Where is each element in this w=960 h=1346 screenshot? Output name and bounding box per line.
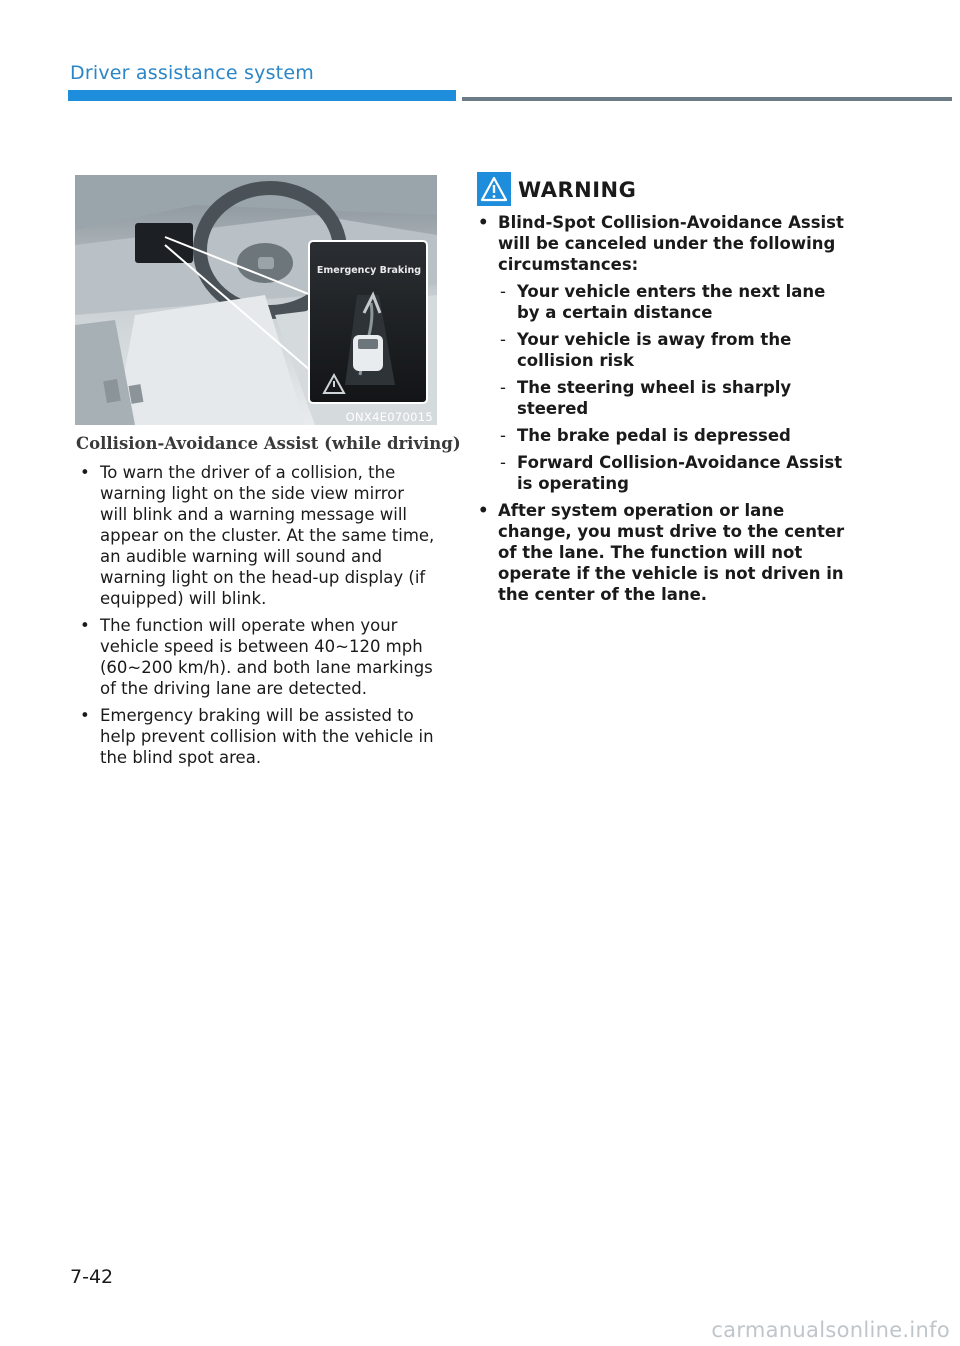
list-item: - The brake pedal is depressed bbox=[498, 425, 848, 446]
figure-code: ONX4E070015 bbox=[345, 410, 433, 424]
header-bar-accent bbox=[68, 90, 456, 101]
cluster-message: Emergency Braking bbox=[316, 265, 422, 276]
watermark: carmanualsonline.info bbox=[711, 1318, 950, 1342]
list-item: - Your vehicle enters the next lane by a certain distance bbox=[498, 281, 848, 323]
feature-bullet-list bbox=[76, 462, 436, 774]
list-item: • To warn the driver of a collision, the warning light on the side view mirror will blink and a warning message will appear on the cluster. At the same time, an audible warning will sound and warning light on the head-up display (if equipped) will blink. bbox=[76, 462, 436, 609]
warning-title: WARNING bbox=[518, 178, 637, 202]
list-item: - The steering wheel is sharply steered bbox=[498, 377, 848, 419]
section-title: Driver assistance system bbox=[70, 62, 314, 84]
warning-header bbox=[477, 172, 837, 208]
warning-body bbox=[476, 212, 848, 611]
car-interior-image bbox=[75, 175, 437, 425]
warning-icon bbox=[477, 172, 511, 206]
list-item: - Your vehicle is away from the collision risk bbox=[498, 329, 848, 371]
warning-bullet-text: Blind-Spot Collision-Avoidance Assist will be canceled under the following circumstances: bbox=[498, 213, 844, 274]
figure-caption: Collision-Avoidance Assist (while driving) bbox=[76, 434, 461, 453]
cancel-conditions-list bbox=[498, 281, 848, 494]
list-item: • After system operation or lane change, you must drive to the center of the lane. The function will not operate if the vehicle is not driven in the center of the lane. bbox=[476, 500, 848, 605]
list-item bbox=[476, 212, 848, 494]
header-bar-rule bbox=[462, 97, 952, 101]
list-item: • Emergency braking will be assisted to help prevent collision with the vehicle in the blind spot area. bbox=[76, 705, 436, 768]
dashboard-illustration bbox=[75, 175, 437, 425]
page-number: 7-42 bbox=[70, 1266, 114, 1288]
list-item: • The function will operate when your vehicle speed is between 40~120 mph (60~200 km/h). and both lane markings of the driving lane are detected. bbox=[76, 615, 436, 699]
list-item: - Forward Collision-Avoidance Assist is operating bbox=[498, 452, 848, 494]
